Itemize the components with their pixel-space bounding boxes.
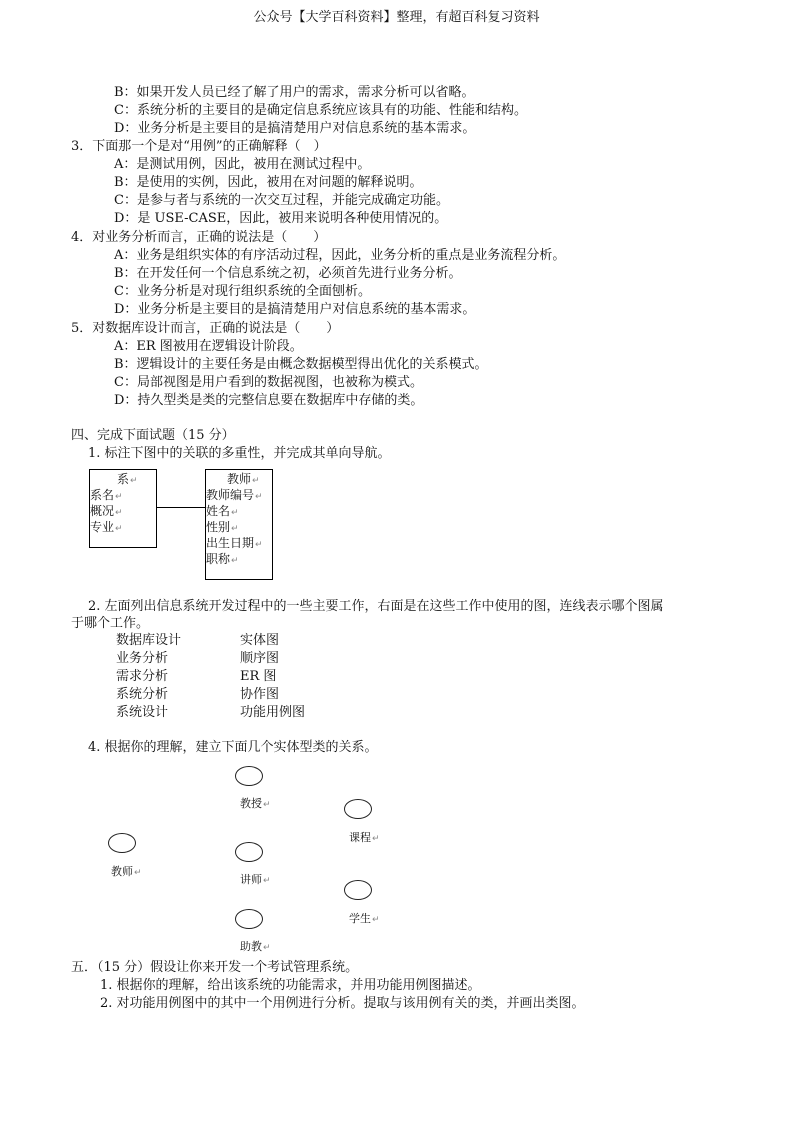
class-teacher-name: 教师↵ [227,472,260,486]
section5-item2: 2. 对功能用例图中的其中一个用例进行分析。提取与该用例有关的类，并画出类图。 [100,996,585,1011]
left-col-item-5: 系统设计 [116,705,169,720]
entity-label-course: 课程↵ [349,831,380,844]
q3-option-c: C：是参与者与系统的一次交互过程，并能完成确定功能。 [114,193,449,208]
class-teacher-attr-1: 教师编号↵ [206,488,263,502]
class-xi-attr-1: 系名↵ [90,488,123,502]
section5-item1: 1. 根据你的理解，给出该系统的功能需求，并用功能用例图描述。 [100,978,481,993]
q5-stem: 5．对数据库设计而言，正确的说法是（ ） [71,321,340,336]
q5-option-b: B：逻辑设计的主要任务是由概念数据模型得出优化的关系模式。 [114,357,488,372]
q3-stem: 3．下面那一个是对“用例”的正确解释（ ） [71,139,327,154]
q5-option-a: A：ER 图被用在逻辑设计阶段。 [114,339,303,354]
q2-option-d: D：业务分析是主要目的是搞清楚用户对信息系统的基本需求。 [114,121,476,136]
class-teacher-attr-4: 出生日期↵ [206,536,263,550]
q4-option-c: C：业务分析是对现行组织系统的全面刨析。 [114,284,371,299]
section4-title: 四、完成下面试题（15 分） [71,428,235,443]
q4-option-a: A：业务是组织实体的有序活动过程，因此，业务分析的重点是业务流程分析。 [114,248,566,263]
q2-option-c: C：系统分析的主要目的是确定信息系统应该具有的功能、性能和结构。 [114,103,527,118]
q5-option-c: C：局部视图是用户看到的数据视图，也被称为模式。 [114,375,423,390]
class-xi-attr-2: 概况↵ [90,504,123,518]
entity-circle-icon-teacher [108,833,136,853]
left-col-item-3: 需求分析 [116,669,169,684]
q4-option-b: B：在开发任何一个信息系统之初，必须首先进行业务分析。 [114,266,462,281]
right-col-item-1: 实体图 [240,633,280,648]
left-col-item-2: 业务分析 [116,651,169,666]
entity-circle-icon-student [344,880,372,900]
q5-option-d: D：持久型类是类的完整信息要在数据库中存储的类。 [114,393,424,408]
entity-circle-icon-course [344,799,372,819]
section4-item2-line1: 2. 左面列出信息系统开发过程中的一些主要工作，右面是在这些工作中使用的图，连线表示哪个图属 [88,599,664,614]
section4-item4: 4. 根据你的理解，建立下面几个实体型类的关系。 [88,740,378,755]
section5-title: 五．（15 分）假设让你来开发一个考试管理系统。 [71,960,359,975]
class-xi-name: 系↵ [117,472,138,486]
left-col-item-1: 数据库设计 [116,633,182,648]
entity-circle-icon-professor [235,766,263,786]
q3-option-a: A：是测试用例，因此，被用在测试过程中。 [114,157,371,172]
entity-label-lecturer: 讲师↵ [240,873,271,886]
right-col-item-5: 功能用例图 [240,705,306,720]
q2-option-b: B：如果开发人员已经了解了用户的需求，需求分析可以省略。 [114,85,475,100]
class-xi-attr-3: 专业↵ [90,520,123,534]
q4-stem: 4．对业务分析而言，正确的说法是（ ） [71,230,327,245]
right-col-item-2: 顺序图 [240,651,280,666]
q4-option-d: D：业务分析是主要目的是搞清楚用户对信息系统的基本需求。 [114,302,476,317]
entity-label-assistant: 助教↵ [240,940,271,953]
entity-label-teacher: 教师↵ [111,865,142,878]
right-col-item-4: 协作图 [240,687,280,702]
section4-item1: 1. 标注下图中的关联的多重性，并完成其单向导航。 [88,446,391,461]
class-teacher-attr-2: 姓名↵ [206,504,239,518]
q3-option-b: B：是使用的实例，因此，被用在对问题的解释说明。 [114,175,423,190]
association-line [156,507,206,508]
class-teacher-attr-3: 性别↵ [206,520,239,534]
right-col-item-3: ER 图 [240,669,277,684]
section4-item2-line2: 于哪个工作。 [71,616,150,631]
left-col-item-4: 系统分析 [116,687,169,702]
entity-circle-icon-lecturer [235,842,263,862]
class-teacher-attr-5: 职称↵ [206,552,239,566]
entity-circle-icon-assistant [235,909,263,929]
page-header: 公众号【大学百科资料】整理，有超百科复习资料 [253,10,540,25]
q3-option-d: D：是 USE-CASE，因此，被用来说明各种使用情况的。 [114,211,448,226]
entity-label-professor: 教授↵ [240,797,271,810]
entity-label-student: 学生↵ [349,912,380,925]
